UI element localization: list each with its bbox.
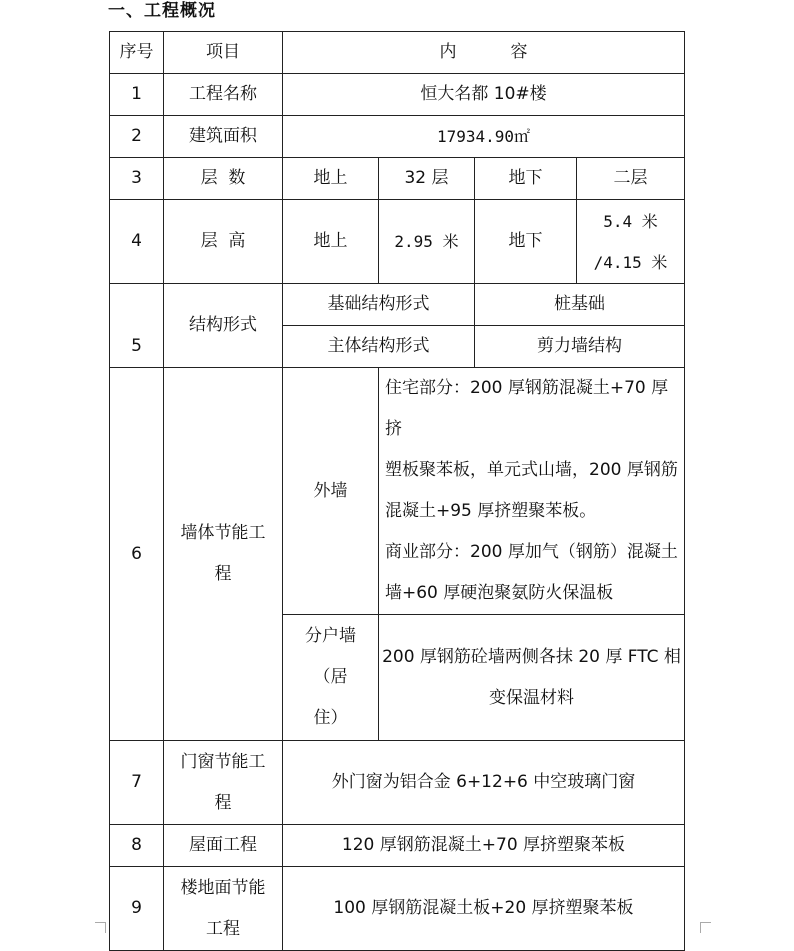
row-value: 外门窗为铝合金 6+12+6 中空玻璃门窗 <box>283 741 685 825</box>
main-structure-value: 剪力墙结构 <box>475 326 685 368</box>
party-wall-line2: 变保温材料 <box>489 687 574 708</box>
section-heading: 一、工程概况 <box>108 1 216 21</box>
page-corner-mark-left <box>95 922 106 933</box>
row-item: 建筑面积 <box>164 116 283 158</box>
row-item: 工程名称 <box>164 74 283 116</box>
row-value: 120 厚钢筋混凝土+70 厚挤塑聚苯板 <box>283 825 685 867</box>
row-item: 结构形式 <box>164 284 283 368</box>
height-above-value: 2.95 米 <box>379 200 475 284</box>
height-below-label: 地下 <box>475 200 577 284</box>
row-item: 屋面工程 <box>164 825 283 867</box>
table-row <box>110 116 685 158</box>
exterior-wall-line: 塑板聚苯板，单元式山墙，200 厚钢筋 <box>385 460 678 480</box>
height-below-value <box>577 200 685 284</box>
party-wall-value <box>379 615 685 741</box>
row-no: 3 <box>110 158 164 200</box>
party-wall-label-line2: （居 <box>313 667 348 687</box>
party-wall-label <box>283 615 379 741</box>
row-item-line2: 程 <box>214 792 232 813</box>
party-wall-label-line3: 住） <box>313 708 348 728</box>
row-item <box>164 867 283 951</box>
row-item-line1: 门窗节能工 <box>180 751 266 772</box>
height-above-label: 地上 <box>283 200 379 284</box>
party-wall-label-line1: 分户墙 <box>305 626 356 646</box>
row-item: 层 高 <box>164 200 283 284</box>
table-row <box>110 825 685 867</box>
table-row <box>110 741 685 825</box>
row-item-line1: 楼地面节能 <box>180 877 266 898</box>
exterior-wall-value <box>379 368 685 615</box>
row-no: 5 <box>110 284 164 368</box>
row-value: 恒大名都 10#楼 <box>283 74 685 116</box>
row-no: 7 <box>110 741 164 825</box>
floors-above-value: 32 层 <box>379 158 475 200</box>
header-item: 项目 <box>164 32 283 74</box>
header-row <box>110 32 685 74</box>
row-value: 17934.90㎡ <box>283 116 685 158</box>
floors-below-value: 二层 <box>577 158 685 200</box>
row-no: 4 <box>110 200 164 284</box>
row-no: 1 <box>110 74 164 116</box>
exterior-wall-line: 墙+60 厚硬泡聚氨防火保温板 <box>385 583 614 603</box>
row-item <box>164 741 283 825</box>
table-row <box>110 867 685 951</box>
table-row <box>110 158 685 200</box>
row-no: 2 <box>110 116 164 158</box>
project-overview-table <box>109 31 685 951</box>
row-item: 层 数 <box>164 158 283 200</box>
table-row <box>110 284 685 326</box>
row-value: 100 厚钢筋混凝土板+20 厚挤塑聚苯板 <box>283 867 685 951</box>
exterior-wall-label: 外墙 <box>283 368 379 615</box>
exterior-wall-line: 住宅部分：200 厚钢筋混凝土+70 厚挤 <box>385 378 669 439</box>
table-row <box>110 74 685 116</box>
height-below-line2: /4.15 米 <box>593 252 668 272</box>
row-no: 8 <box>110 825 164 867</box>
row-no: 6 <box>110 368 164 741</box>
party-wall-line1: 200 厚钢筋砼墙两侧各抹 20 厚 FTC 相 <box>382 646 681 667</box>
table-row <box>110 200 685 284</box>
exterior-wall-line: 商业部分：200 厚加气（钢筋）混凝土 <box>385 542 678 562</box>
height-below-line1: 5.4 米 <box>603 211 658 231</box>
row-item-line2: 程 <box>214 564 232 584</box>
foundation-value: 桩基础 <box>475 284 685 326</box>
row-item <box>164 368 283 741</box>
floors-above-label: 地上 <box>283 158 379 200</box>
main-structure-label: 主体结构形式 <box>283 326 475 368</box>
page-corner-mark-right <box>700 922 711 933</box>
header-no: 序号 <box>110 32 164 74</box>
floors-below-label: 地下 <box>475 158 577 200</box>
row-item-line2: 工程 <box>206 918 240 939</box>
exterior-wall-line: 混凝土+95 厚挤塑聚苯板。 <box>385 501 597 521</box>
foundation-label: 基础结构形式 <box>283 284 475 326</box>
row-no: 9 <box>110 867 164 951</box>
header-content: 内 容 <box>283 32 685 74</box>
row-item-line1: 墙体节能工 <box>180 523 266 543</box>
table-row <box>110 368 685 615</box>
